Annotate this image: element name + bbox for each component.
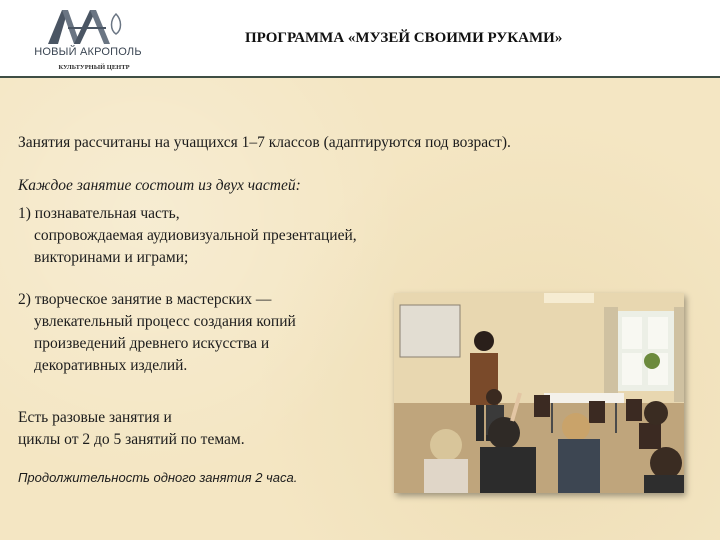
part1-line: сопровождаемая аудиовизуальной презентацией, [34,227,357,244]
classroom-photo [394,293,684,493]
duration-text: Продолжительность одного занятия 2 часа. [18,470,298,485]
logo-subtitle: КУЛЬТУРНЫЙ ЦЕНТР [58,64,130,71]
sessions-line: циклы от 2 до 5 занятий по темам. [18,431,245,448]
part2-line: декоративных изделий. [34,357,188,374]
header-divider [0,76,720,78]
page-title: ПРОГРАММА «МУЗЕЙ СВОИМИ РУКАМИ» [245,30,563,46]
parts-heading: Каждое занятие состоит из двух частей: [18,177,301,194]
new-acropolis-logo-icon [44,8,132,46]
part1-line: викторинами и играми; [34,249,189,266]
sessions-line: Есть разовые занятия и [18,409,172,426]
part2-line: 2) творческое занятие в мастерских — [18,291,272,308]
logo-name: НОВЫЙ АКРОПОЛЬ [34,46,142,58]
header [0,0,720,78]
intro-text: Занятия рассчитаны на учащихся 1–7 классов (адаптируются под возраст). [18,134,511,151]
part2-line: увлекательный процесс создания копий [34,313,296,330]
part2-line: произведений древнего искусства и [34,335,270,352]
part1-line: 1) познавательная часть, [18,205,180,222]
logo [18,8,158,70]
